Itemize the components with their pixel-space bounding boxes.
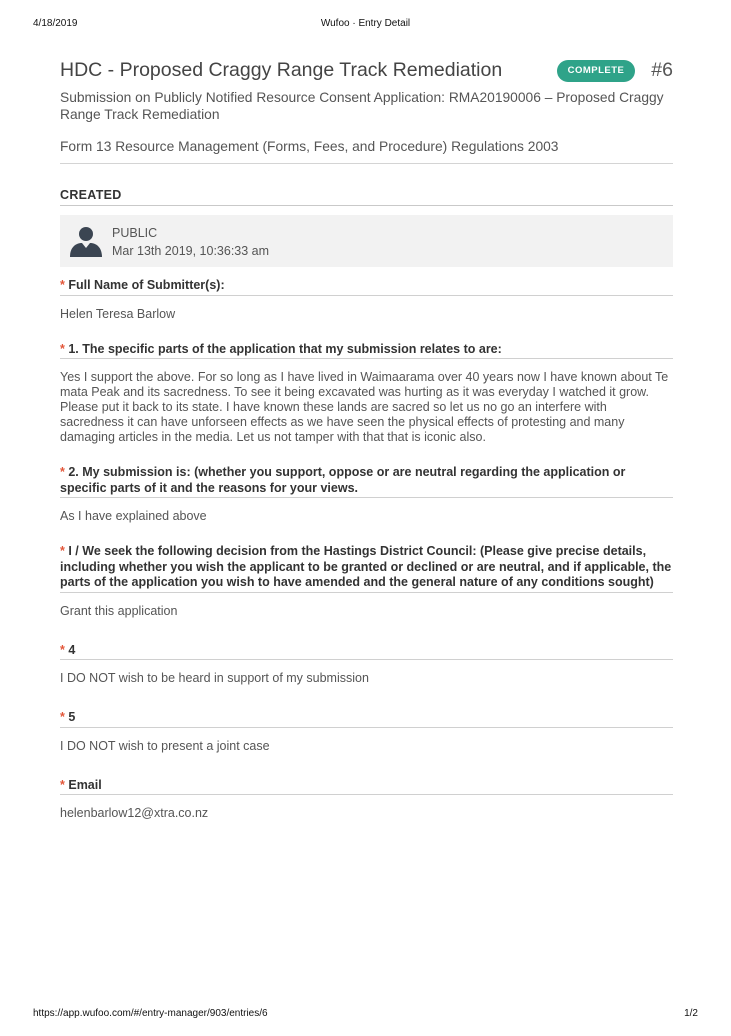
- field-full-name: [60, 278, 673, 322]
- print-date: 4/18/2019: [33, 18, 78, 29]
- required-marker: *: [60, 710, 65, 724]
- field-value: I DO NOT wish to be heard in support of my submission: [60, 671, 369, 685]
- created-timestamp: Mar 13th 2019, 10:36:33 am: [112, 244, 270, 258]
- field-value: As I have explained above: [60, 509, 207, 523]
- field-label-text: Full Name of Submitter(s):: [68, 278, 225, 292]
- field-value: I DO NOT wish to present a joint case: [60, 738, 270, 753]
- entry-detail: [60, 56, 673, 821]
- required-marker: *: [60, 642, 65, 657]
- required-marker: *: [60, 777, 65, 792]
- field-label: [60, 544, 673, 593]
- field-label: [60, 278, 673, 296]
- field-label: [60, 643, 673, 661]
- created-info: [60, 215, 673, 267]
- entry-subtitle: Submission on Publicly Notified Resource Consent Application: RMA20190006 – Proposed Craggy Range Track Remediation: [60, 90, 664, 122]
- page-number: 1/2: [684, 1008, 698, 1019]
- field-label: [60, 710, 673, 728]
- field-4: [60, 643, 673, 687]
- field-value: Helen Teresa Barlow: [60, 306, 176, 321]
- field-email: [60, 778, 673, 822]
- required-marker: *: [60, 544, 65, 558]
- field-value: helenbarlow12@xtra.co.nz: [60, 806, 209, 820]
- field-label-text: Email: [68, 777, 102, 792]
- field-value: Yes I support the above. For so long as I have lived in Waimaarama over 40 years now I have known about Te mata Peak and its sacredness. To see it being excavated was hurting as it was everyday I watched it grow. Please put it back to its state. I have known these lands are sacred so let us no go an interfere with sacredness it can have unforseen effects as we have seen the physical effects of protesting and many damaging articles in the media. Let us not tamper with that that is iconic also.: [60, 370, 669, 444]
- print-header: [33, 18, 698, 32]
- field-decision-sought: [60, 544, 673, 619]
- entry-number: #6: [651, 59, 673, 81]
- status-badge: COMPLETE: [557, 60, 635, 82]
- field-label: [60, 778, 673, 796]
- field-submission: [60, 465, 673, 524]
- person-icon: [70, 225, 102, 257]
- field-label-text: 4: [68, 642, 76, 657]
- required-marker: *: [60, 465, 65, 479]
- field-value: Grant this application: [60, 603, 178, 618]
- field-label-text: 1. The specific parts of the application that my submission relates to are:: [68, 341, 502, 356]
- created-heading: CREATED: [60, 188, 673, 206]
- field-label: [60, 342, 673, 360]
- required-marker: *: [60, 341, 65, 356]
- print-footer: [33, 1008, 698, 1022]
- entry-header: [60, 56, 673, 88]
- created-by: PUBLIC: [112, 226, 158, 240]
- field-5: [60, 710, 673, 754]
- print-url: https://app.wufoo.com/#/entry-manager/903/entries/6: [33, 1008, 268, 1019]
- entry-title: HDC - Proposed Craggy Range Track Remediation: [60, 59, 503, 81]
- field-label-text: 5: [68, 710, 76, 724]
- required-marker: *: [60, 278, 65, 292]
- field-label-text: 2. My submission is: (whether you support, oppose or are neutral regarding the application or specific parts of it and the reasons for your views.: [60, 465, 626, 495]
- print-page-title: Wufoo · Entry Detail: [320, 18, 411, 29]
- field-label-text: I / We seek the following decision from the Hastings District Council: (Please give precise details, including whether you wish the applicant to be granted or declined or are neutral, and if applicable, the parts of the application you wish to have amended and the general nature of any conditions sought): [60, 544, 672, 589]
- field-label: [60, 465, 673, 498]
- form-reference: Form 13 Resource Management (Forms, Fees, and Procedure) Regulations 2003: [60, 139, 673, 164]
- field-specific-parts: [60, 342, 673, 446]
